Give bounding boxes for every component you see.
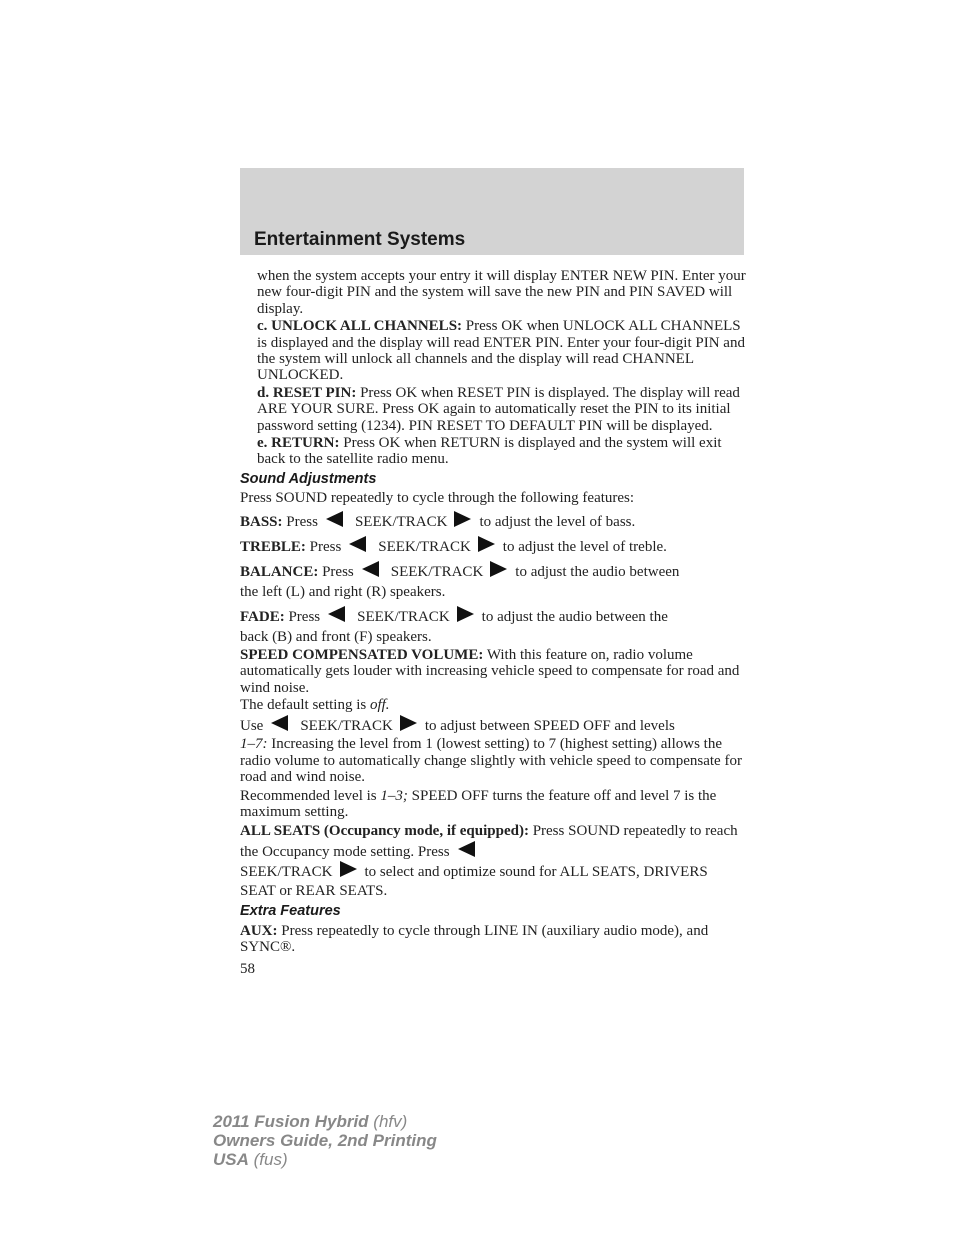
aux-label: AUX: [240,922,278,939]
right-arrow-icon [400,715,417,731]
extra-heading: Extra Features [240,903,341,920]
intro-paragraph: when the system accepts your entry it will display ENTER NEW PIN. Enter your new four-digit PIN and the system will save the new PIN and PIN SAVED will display. [257,268,746,317]
document-footer [213,1112,437,1169]
left-arrow-icon [362,561,379,577]
footer-region: USA [213,1150,249,1169]
reset-text: Press OK when RESET PIN is displayed. The display will read ARE YOUR SURE. Press OK again to automatically reset the PIN to its initial password setting (1234). PIN RESET TO DEFAULT PIN will be displayed. [257,384,740,434]
seek-track-label: SEEK/TRACK [300,718,393,735]
rec-value: 1–3; [380,787,408,804]
seek-track-label: SEEK/TRACK [357,608,450,625]
bass-label: BASS: [240,513,283,530]
reset-label: d. RESET PIN: [257,384,357,401]
treble-after: to adjust the level of treble. [502,538,667,555]
scv-text: With this feature on, radio volume automatically gets louder with increasing vehicle speed to compensate for road and wind noise. [240,646,740,696]
left-arrow-icon [326,511,343,527]
balance-label: BALANCE: [240,563,319,580]
left-arrow-icon [271,715,288,731]
right-arrow-icon [478,536,495,552]
scv-use [240,715,746,736]
scv-recommended [240,788,746,821]
footer-line-2 [213,1131,437,1150]
balance-item [240,561,746,602]
section-header-band [240,168,744,255]
seek-track-label: SEEK/TRACK [354,513,448,530]
levels-text: Increasing the level from 1 (lowest setting) to 7 (highest setting) allows the radio volume to automatically change slightly with vehicle speed to compensate for road and wind noise. [240,736,742,786]
balance-after: to adjust the audio between [515,563,680,580]
aux-item [240,923,746,956]
right-arrow-icon [454,511,471,527]
footer-region-code: (fus) [248,1150,288,1169]
rec-text: SPEED OFF turns the feature off and level 7 is the maximum setting. [240,787,717,820]
unlock-text: Press OK when UNLOCK ALL CHANNELS is displayed and the display will read ENTER PIN. Enter your four-digit PIN and the system will unlock all channels and the display will read CHANNEL UNLOCKED. [257,318,745,384]
right-arrow-icon [490,561,507,577]
fade-label: FADE: [240,608,285,625]
fade-press: Press [284,608,321,625]
all-seats-text: Press SOUND repeatedly to reach the Occupancy mode setting. Press [240,823,738,860]
default-prefix: The default setting is [240,696,370,713]
rec-prefix: Recommended level is [240,787,381,804]
scv-levels [240,736,746,785]
unlock-label: c. UNLOCK ALL CHANNELS: [257,318,463,335]
all-seats-label: ALL SEATS (Occupancy mode, if equipped): [240,823,529,840]
sound-intro: Press SOUND repeatedly to cycle through the following features: [240,490,635,507]
return-text: Press OK when RETURN is displayed and the system will exit back to the satellite radio menu. [257,435,722,468]
sound-heading: Sound Adjustments [240,470,377,487]
default-value: off. [369,696,390,713]
footer-model-code: (hfv) [368,1112,408,1131]
page-content [240,268,746,977]
bass-press: Press [282,513,318,530]
footer-line-3 [213,1150,437,1169]
treble-label: TREBLE: [240,538,306,555]
footer-line-1 [213,1112,437,1131]
balance-press: Press [318,563,354,580]
use-label: Use [240,718,264,735]
left-arrow-icon [349,536,366,552]
seek-track-label: SEEK/TRACK [378,538,471,555]
fade-after: to adjust the audio between the [481,608,668,625]
bass-item [240,511,746,532]
scv-label: SPEED COMPENSATED VOLUME: [240,646,484,663]
aux-text: Press repeatedly to cycle through LINE IN (auxiliary audio mode), and SYNC®. [240,922,709,956]
left-arrow-icon [328,606,345,622]
bass-after: to adjust the level of bass. [479,513,636,530]
all-seats-item [240,822,746,900]
return-label: e. RETURN: [257,435,340,452]
seek-track-label: SEEK/TRACK [240,864,333,881]
unlock-item [257,318,746,384]
balance-continuation: the left (L) and right (R) speakers. [240,583,446,600]
scv-item [240,647,746,696]
left-arrow-icon [458,841,475,857]
treble-item [240,536,746,557]
fade-continuation: back (B) and front (F) speakers. [240,628,432,645]
fade-item [240,606,746,647]
right-arrow-icon [457,606,474,622]
use-after: to adjust between SPEED OFF and levels [424,718,675,735]
treble-press: Press [305,538,342,555]
seek-track-label: SEEK/TRACK [390,563,484,580]
pin-sub-items [240,268,746,468]
page-number: 58 [240,960,255,977]
right-arrow-icon [340,861,357,877]
reset-item [257,385,746,434]
footer-guide: Owners Guide, 2nd Printing [213,1131,437,1150]
footer-model: 2011 Fusion Hybrid [213,1112,369,1131]
levels-value: 1–7: [240,736,268,753]
all-seats-after: to select and optimize sound for ALL SEATS, DRIVERS SEAT or REAR SEATS. [240,864,708,899]
return-item [257,435,746,468]
section-title: Entertainment Systems [254,229,466,250]
scv-default [240,697,746,713]
